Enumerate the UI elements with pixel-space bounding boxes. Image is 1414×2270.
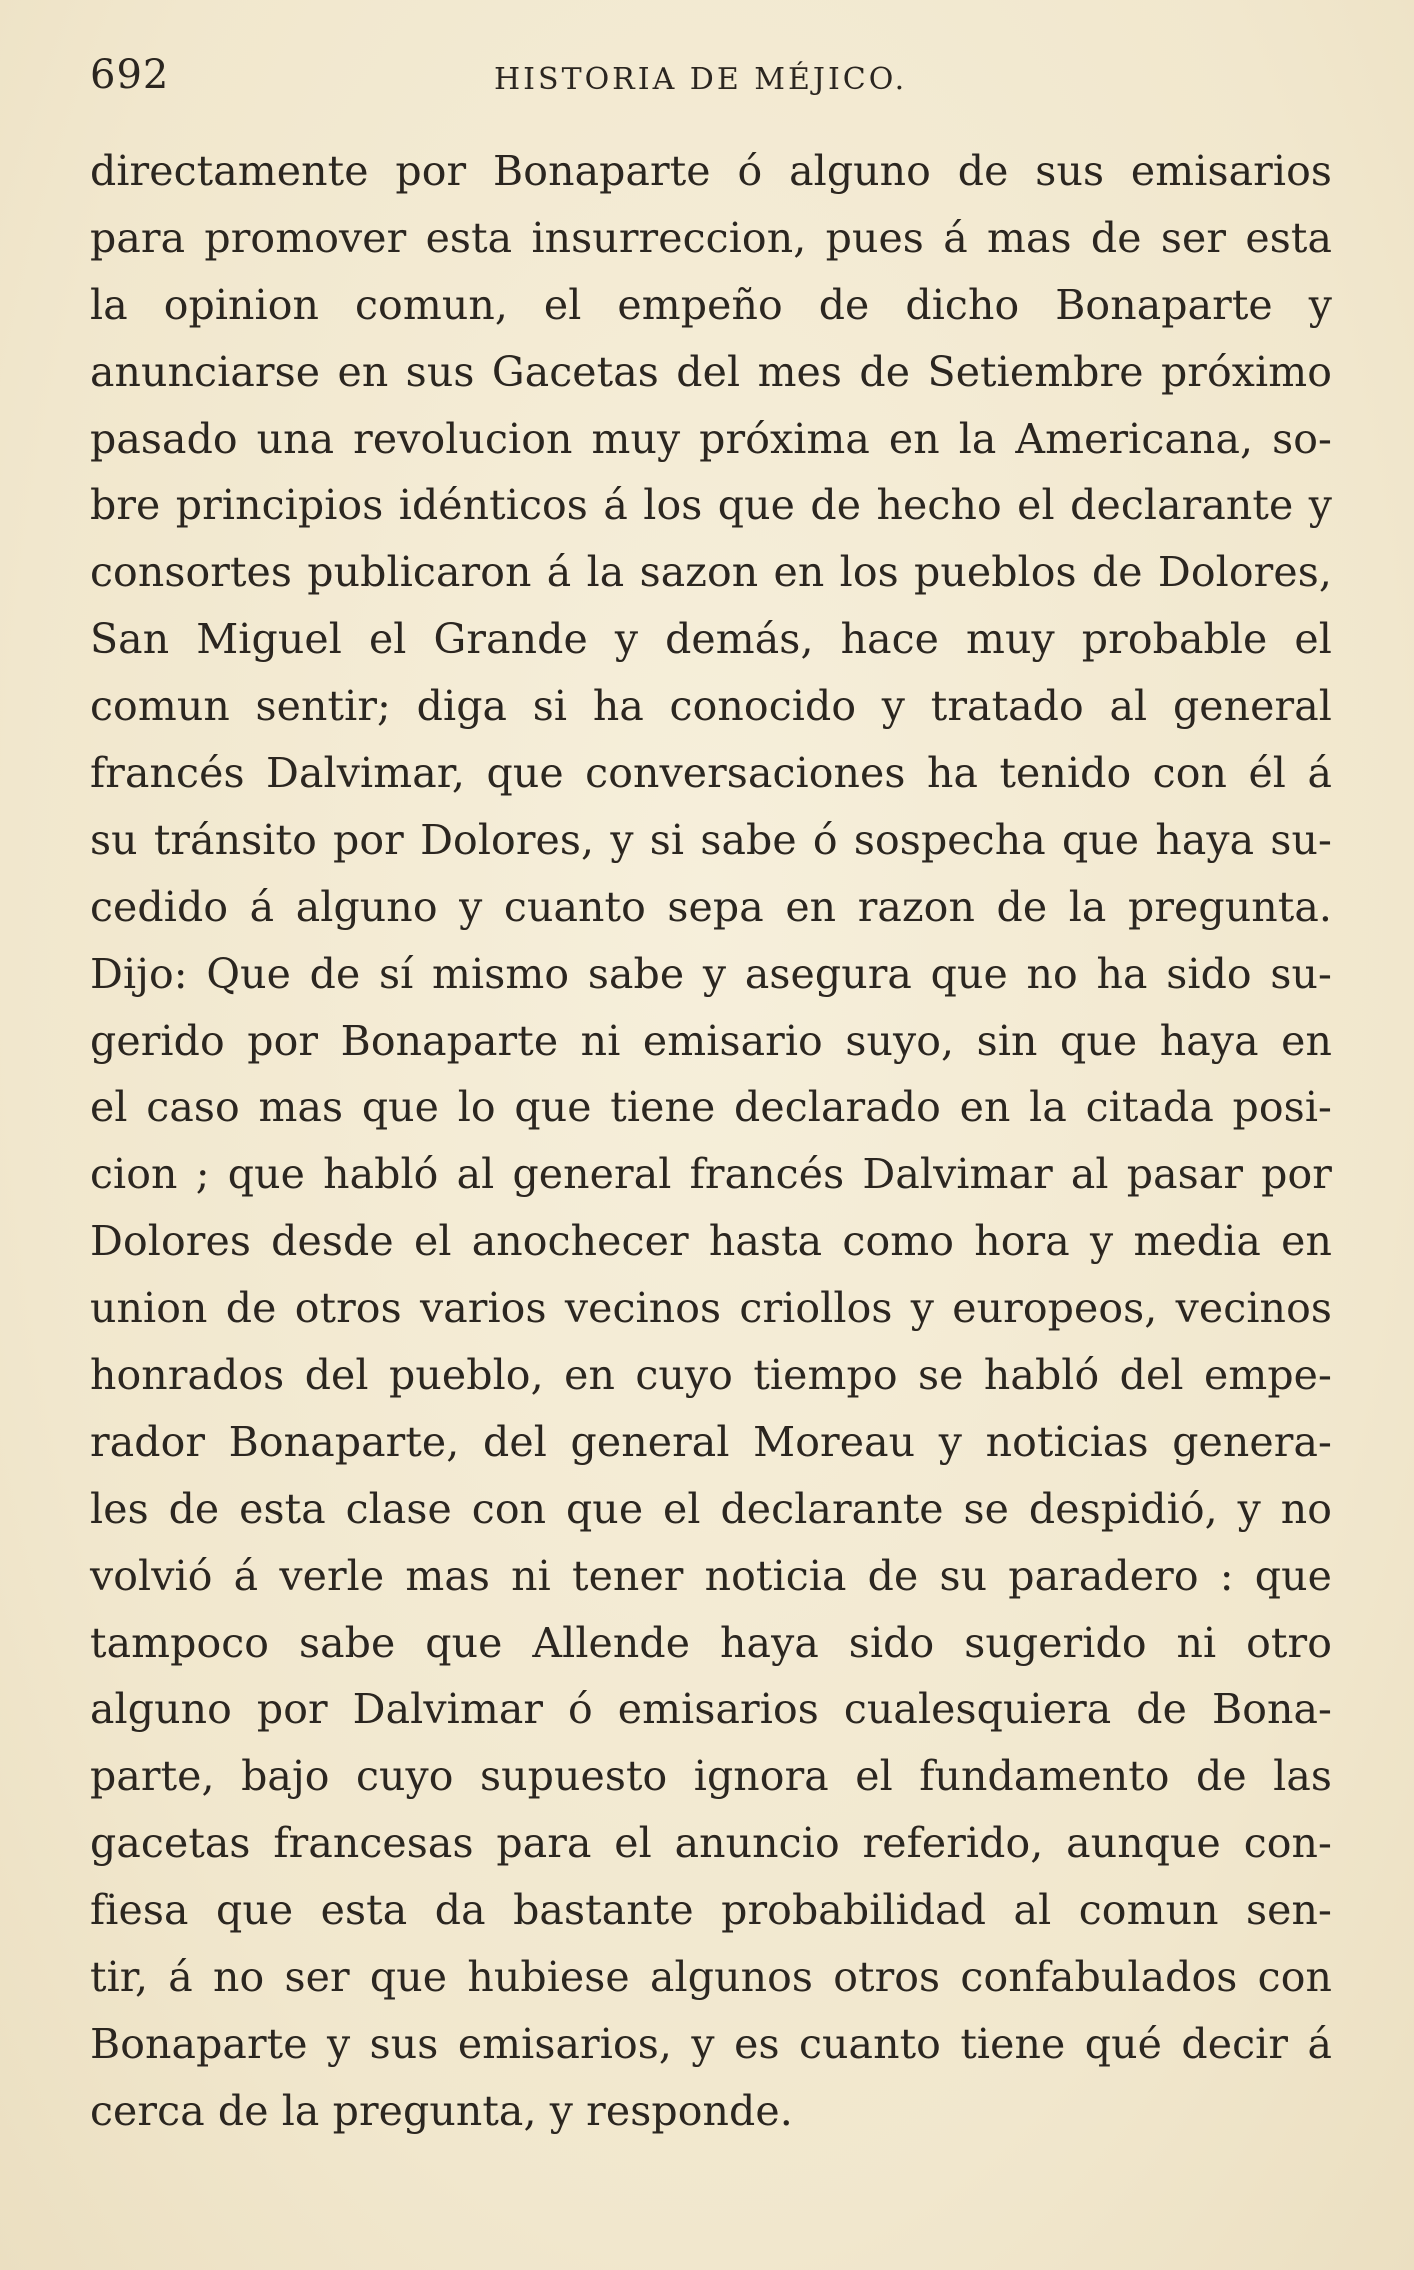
text-line: francés Dalvimar, que conversaciones ha tenido con él á — [90, 749, 1332, 798]
text-line: union de otros varios vecinos criollos y europeos, vecinos — [90, 1284, 1332, 1333]
text-line: Bonaparte y sus emisarios, y es cuanto tiene qué decir á — [90, 2019, 1332, 2068]
running-head: HISTORIA DE MÉJICO. — [494, 62, 908, 97]
text-line: cerca de la pregunta, y responde. — [90, 2086, 793, 2135]
text-line: Dijo: Que de sí mismo sabe y asegura que no ha sido su- — [90, 949, 1332, 998]
text-line: honrados del pueblo, en cuyo tiempo se habló del empe- — [90, 1351, 1332, 1400]
page-header — [90, 52, 1332, 112]
text-line: volvió á verle mas ni tener noticia de su paradero : que — [90, 1551, 1332, 1600]
text-line: directamente por Bonaparte ó alguno de sus emisarios — [90, 147, 1332, 195]
text-line: gacetas francesas para el anuncio referido, aunque con- — [90, 1819, 1332, 1868]
text-line: su tránsito por Dolores, y si sabe ó sospecha que haya su- — [90, 815, 1332, 864]
page-number: 692 — [90, 52, 170, 98]
text-line: Dolores desde el anochecer hasta como hora y media en — [90, 1217, 1332, 1266]
body-text — [90, 138, 1332, 2145]
text-line: la opinion comun, el empeño de dicho Bonaparte y — [90, 280, 1332, 329]
text-line: pasado una revolucion muy próxima en la Americana, so- — [90, 414, 1332, 463]
text-line: tampoco sabe que Allende haya sido sugerido ni otro — [90, 1618, 1332, 1667]
text-line: bre principios idénticos á los que de hecho el declarante y — [90, 481, 1332, 530]
text-line: San Miguel el Grande y demás, hace muy probable el — [90, 615, 1332, 664]
text-line: cion ; que habló al general francés Dalvimar al pasar por — [90, 1150, 1332, 1199]
text-line: el caso mas que lo que tiene declarado en la citada posi- — [90, 1083, 1332, 1132]
text-line: para promover esta insurreccion, pues á mas de ser esta — [90, 213, 1332, 262]
text-line: comun sentir; diga si ha conocido y tratado al general — [90, 682, 1332, 731]
text-line: les de esta clase con que el declarante se despidió, y no — [90, 1484, 1332, 1533]
text-line: fiesa que esta da bastante probabilidad al comun sen- — [90, 1886, 1332, 1935]
text-line: consortes publicaron á la sazon en los pueblos de Dolores, — [90, 548, 1332, 597]
text-line: anunciarse en sus Gacetas del mes de Setiembre próximo — [90, 347, 1332, 396]
text-line: alguno por Dalvimar ó emisarios cualesquiera de Bona- — [90, 1685, 1332, 1734]
text-line: parte, bajo cuyo supuesto ignora el fundamento de las — [90, 1752, 1332, 1801]
text-line: tir, á no ser que hubiese algunos otros confabulados con — [90, 1953, 1332, 2002]
text-line: cedido á alguno y cuanto sepa en razon de la pregunta. — [90, 882, 1332, 931]
text-line: gerido por Bonaparte ni emisario suyo, sin que haya en — [90, 1016, 1332, 1065]
text-line: rador Bonaparte, del general Moreau y noticias genera- — [90, 1417, 1332, 1466]
